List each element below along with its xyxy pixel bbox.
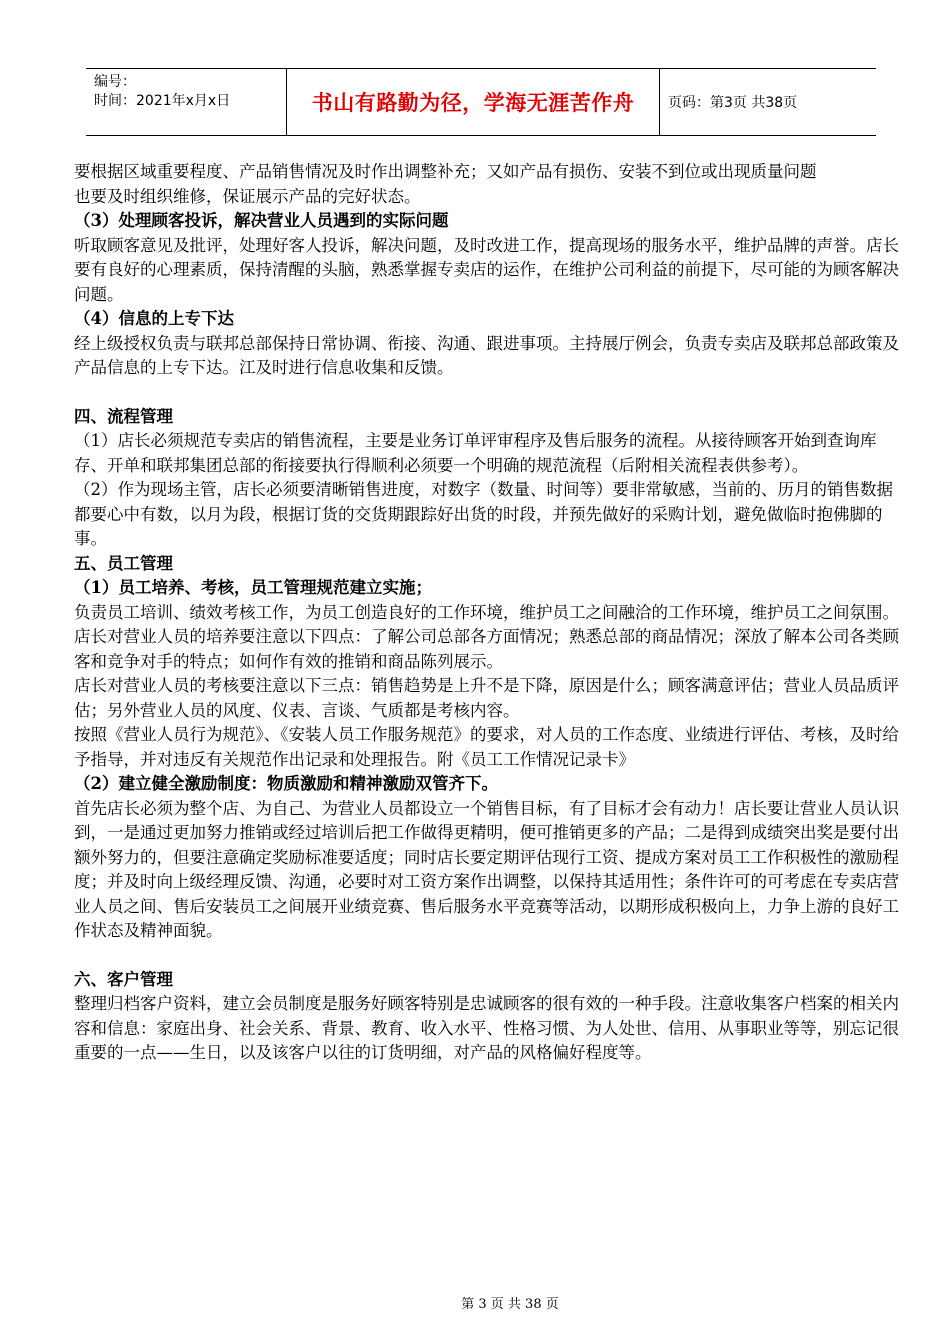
header-meta	[86, 69, 287, 135]
blank-line	[74, 381, 904, 405]
body-paragraph: （2）作为现场主管，店长必须要清晰销售进度，对数字（数量、时间等）要非常敏感，当前的、历月的销售数据都要心中有数，以月为段，根据订货的交货期跟踪好出货的时段，并预先做好的采购计划，避免做临时抱佛脚的事。	[74, 480, 893, 548]
body-paragraph: 负责员工培训、绩效考核工作，为员工创造良好的工作环境，维护员工之间融洽的工作环境，维护员工之间氛围。	[74, 602, 899, 622]
page-footer: 第 3 页 共 38 页	[461, 1297, 559, 1312]
body-paragraph: 店长对营业人员的考核要注意以下三点：销售趋势是上升不是下降，原因是什么；顾客满意评估；营业人员品质评估；另外营业人员的风度、仪表、言谈、气质都是考核内容。	[74, 676, 899, 720]
body-paragraph: 整理归档客户资料，建立会员制度是服务好顾客特别是忠诚顾客的很有效的一种手段。注意收集客户档案的相关内容和信息：家庭出身、社会关系、背景、教育、收入水平、性格习惯、为人处世、信用、从事职业等等，别忘记很重要的一点——生日，以及该客户以往的订货明细，对产品的风格偏好程度等。	[74, 994, 899, 1062]
body-paragraph: 经上级授权负责与联邦总部保持日常协调、衔接、沟通、跟进事项。主持展厅例会，负责专卖店及联邦总部政策及产品信息的上专下达。江及时进行信息收集和反馈。	[74, 333, 899, 377]
body-paragraph: 要根据区域重要程度、产品销售情况及时作出调整补充；又如产品有损伤、安装不到位或出现质量问题	[74, 162, 817, 181]
section-heading: （2）建立健全激励制度：物质激励和精神激励双管齐下。	[74, 774, 498, 793]
blank-line	[74, 944, 904, 968]
document-time: 时间：2021年x月x日	[94, 93, 231, 109]
section-heading: 四、流程管理	[74, 406, 173, 426]
body-paragraph: （1）店长必须规范专卖店的销售流程，主要是业务订单评审程序及售后服务的流程。从接待顾客开始到查询库存、开单和联邦集团总部的衔接要执行得顺利必须要一个明确的规范流程（后附相关流程表供参考）。	[74, 431, 877, 475]
body-paragraph: 听取顾客意见及批评，处理好客人投诉，解决问题，及时改进工作，提高现场的服务水平，维护品牌的声誉。店长要有良好的心理素质，保持清醒的头脑，熟悉掌握专卖店的运作，在维护公司利益的前提下，尽可能的为顾客解决问题。	[74, 235, 899, 304]
body-paragraph: 首先店长必须为整个店、为自己、为营业人员都设立一个销售目标，有了目标才会有动力！店长要让营业人员认识到，一是通过更加努力推销或经过培训后把工作做得更精明，便可推销更多的产品；二是得到成绩突出奖是要付出额外努力的，但要注意确定奖励标准要适度；同时店长要定期评估现行工资、提成方案对员工工作积极性的激励程度；并及时向上级经理反馈、沟通，必要时对工资方案作出调整，以保持其适用性；条件许可的可考虑在专卖店营业人员之间、售后安装员工之间展开业绩竞赛、售后服务水平竞赛等活动，以期形成积极向上，力争上游的良好工作状态及精神面貌。	[74, 798, 899, 940]
header-motto: 书山有路勤为径，学海无涯苦作舟	[287, 69, 660, 135]
section-heading: 六、客户管理	[74, 969, 173, 989]
section-heading: 五、员工管理	[74, 553, 173, 573]
document-number: 编号：	[94, 74, 136, 90]
section-heading: （3）处理顾客投诉，解决营业人员遇到的实际问题	[74, 211, 449, 230]
body-paragraph: 按照《营业人员行为规范》、《安装人员工作服务规范》的要求，对人员的工作态度、业绩进行评估、考核，及时给予指导，并对违反有关规范作出记录和处理报告。附《员工工作情况记录卡》	[74, 725, 899, 769]
body-paragraph: 也要及时组织维修，保证展示产品的完好状态。	[74, 186, 421, 206]
header-page-number: 页码：第3页 共38页	[668, 95, 798, 111]
body-paragraph: 店长对营业人员的培养要注意以下四点：了解公司总部各方面情况；熟悉总部的商品情况；深放了解本公司各类顾客和竞争对手的特点；如何作有效的推销和商品陈列展示。	[74, 627, 899, 671]
section-heading: （4）信息的上专下达	[74, 309, 234, 328]
document-body	[74, 160, 904, 1066]
document-header	[86, 68, 876, 136]
section-heading: （1）员工培养、考核，员工管理规范建立实施；	[74, 578, 432, 597]
